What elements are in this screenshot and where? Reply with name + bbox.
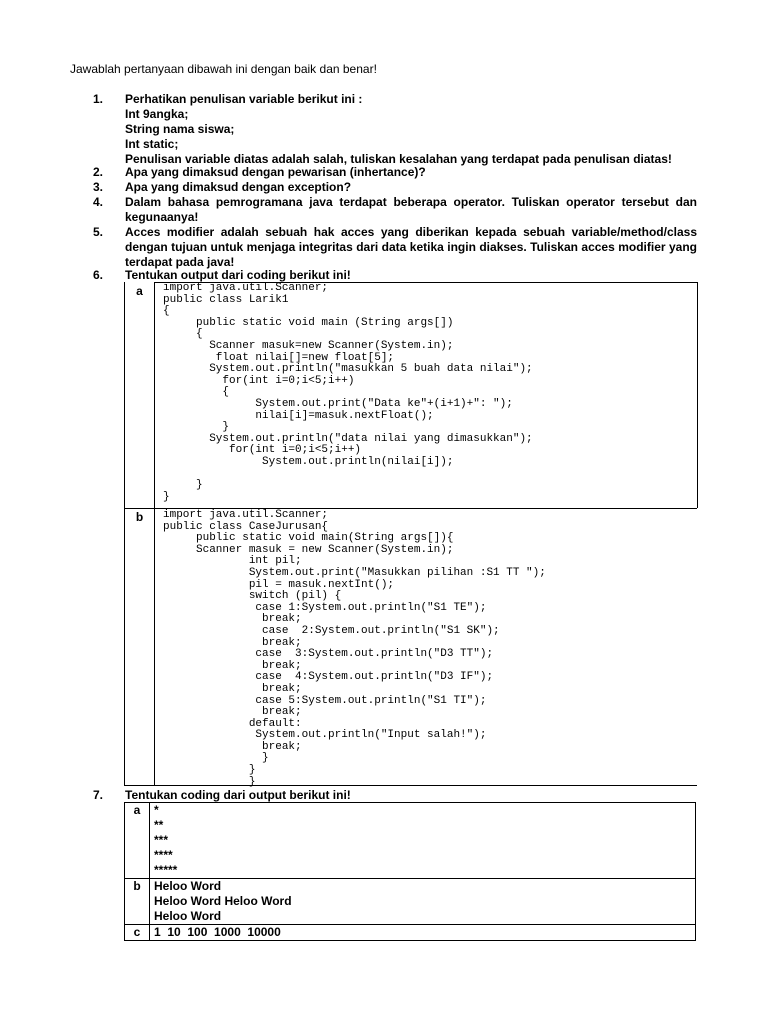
question-1-line: Penulisan variable diatas adalah salah, tuliskan kesalahan yang terdapat pada penulisan diatas!: [125, 152, 672, 166]
intro-instruction: Jawablah pertanyaan dibawah ini dengan baik dan benar!: [70, 62, 377, 76]
question-7-output-table: [124, 802, 696, 941]
code-listing-b: import java.util.Scanner; public class CaseJurusan{ public static void main(String args[]){ Scanner masuk = new Scanner(System.in); int pil; System.out.print("Masukkan pilihan :S1 TT "); pil = masuk.nextInt(); switch (pil) { case 1:System.out.println("S1 TE"); break; case 2:System.out.println("S1 SK"); break; case 3:System.out.println("D3 TT"); break; case 4:System.out.println("D3 IF"); break; case 5:System.out.println("S1 TI"); break; default: System.out.println("Input salah!"); break; } } }: [163, 509, 546, 788]
question-7-text: Tentukan coding dari output berikut ini!: [125, 788, 351, 802]
question-1-number: 1.: [93, 92, 104, 106]
output-a-line: **: [154, 818, 164, 832]
output-b-line: Heloo Word Heloo Word: [154, 894, 292, 908]
question-6-text: Tentukan output dari coding berikut ini!: [125, 268, 351, 282]
output-b-label: b: [125, 879, 150, 925]
question-5-number: 5.: [93, 225, 104, 239]
output-a-line: ****: [154, 848, 173, 862]
code-listing-a: import java.util.Scanner; public class Larik1 { public static void main (String args[]) { Scanner masuk=new Scanner(System.in); float nilai[]=new float[5]; System.out.println("masukkan 5 buah data nilai"); for(int i=0;i<5;i++) { System.out.print("Data ke"+(i+1)+": "); nilai[i]=masuk.nextFloat(); } System.out.println("data nilai yang dimasukkan"); for(int i=0;i<5;i++) System.out.println(nilai[i]); } }: [163, 282, 533, 503]
table-row: [125, 925, 696, 941]
question-1: [125, 92, 697, 167]
table-row: [125, 803, 696, 879]
output-a-line: *****: [154, 863, 178, 877]
output-c-cell: [150, 925, 696, 941]
code-b-label: b: [135, 510, 144, 524]
question-1-line: Int static;: [125, 137, 179, 151]
question-2-text: Apa yang dimaksud dengan pewarisan (inhertance)?: [125, 165, 426, 179]
question-7-number: 7.: [93, 788, 104, 802]
table-row: [125, 879, 696, 925]
output-a-cell: [150, 803, 696, 879]
output-a-line: *: [154, 803, 159, 817]
question-1-line: String nama siswa;: [125, 122, 235, 136]
output-b-line: Heloo Word: [154, 909, 222, 923]
output-a-label: a: [125, 803, 150, 879]
code-a-label: a: [136, 284, 143, 298]
table-rule: [697, 282, 698, 508]
question-2-number: 2.: [93, 165, 104, 179]
question-5-text: Acces modifier adalah sebuah hak acces yang diberikan kepada sebuah variable/method/class dengan tujuan untuk menjaga integritas dari data ketika ingin diakses. Tuliskan acces modifier yang terdapat pada java!: [125, 225, 697, 269]
question-6-number: 6.: [93, 268, 104, 282]
output-c-label: c: [125, 925, 150, 941]
table-divider: [154, 282, 155, 785]
question-4-text: Dalam bahasa pemrogramana java terdapat beberapa operator. Tuliskan operator tersebut dan kegunaanya!: [125, 195, 697, 224]
question-3-text: Apa yang dimaksud dengan exception?: [125, 180, 352, 194]
output-c-line: 1 10 100 1000 10000: [154, 925, 281, 939]
output-b-line: Heloo Word: [154, 879, 222, 893]
question-4-number: 4.: [93, 195, 104, 209]
question-1-line: Perhatikan penulisan variable berikut ini :: [125, 92, 363, 106]
question-1-line: Int 9angka;: [125, 107, 189, 121]
output-b-cell: [150, 879, 696, 925]
output-a-line: ***: [154, 833, 169, 847]
question-3-number: 3.: [93, 180, 104, 194]
